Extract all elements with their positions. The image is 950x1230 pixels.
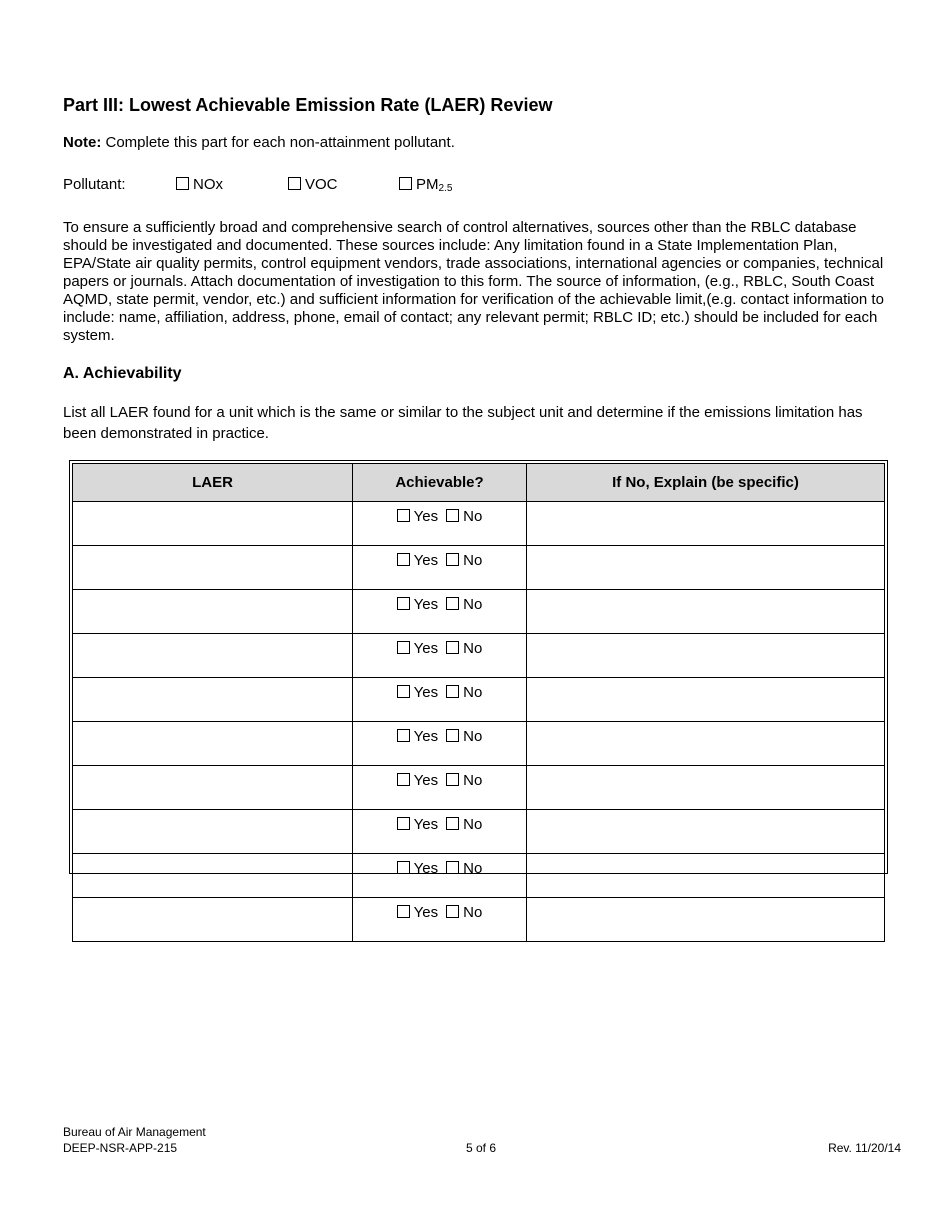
note-label: Note: bbox=[63, 134, 102, 151]
laer-table-frame bbox=[69, 460, 888, 921]
yes-label: Yes bbox=[413, 640, 439, 657]
achievable-cell bbox=[353, 854, 527, 898]
table-row bbox=[73, 722, 885, 766]
footer-org: Bureau of Air Management bbox=[63, 1125, 206, 1139]
footer-left bbox=[63, 1124, 206, 1156]
no-label: No bbox=[463, 596, 483, 613]
nox-checkbox[interactable] bbox=[176, 177, 189, 190]
achievable-cell bbox=[353, 678, 527, 722]
laer-cell[interactable] bbox=[73, 546, 353, 590]
achievable-cell bbox=[353, 722, 527, 766]
no-checkbox[interactable] bbox=[446, 773, 459, 786]
pm25-checkbox[interactable] bbox=[399, 177, 412, 190]
laer-table bbox=[72, 463, 885, 942]
laer-cell[interactable] bbox=[73, 854, 353, 898]
no-checkbox[interactable] bbox=[446, 641, 459, 654]
yes-label: Yes bbox=[413, 684, 439, 701]
yes-checkbox[interactable] bbox=[397, 729, 410, 742]
explain-cell[interactable] bbox=[527, 898, 885, 942]
yes-checkbox[interactable] bbox=[397, 597, 410, 610]
pollutant-option-voc bbox=[288, 176, 338, 193]
yes-label: Yes bbox=[413, 772, 439, 789]
achievable-cell bbox=[353, 590, 527, 634]
no-label: No bbox=[463, 860, 483, 877]
footer-page: 5 of 6 bbox=[466, 1141, 497, 1155]
pollutant-option-pm25 bbox=[399, 176, 452, 194]
table-row bbox=[73, 546, 885, 590]
explain-cell[interactable] bbox=[527, 678, 885, 722]
laer-cell[interactable] bbox=[73, 634, 353, 678]
table-row bbox=[73, 502, 885, 546]
table-row bbox=[73, 634, 885, 678]
laer-cell[interactable] bbox=[73, 810, 353, 854]
note bbox=[63, 134, 455, 151]
laer-cell[interactable] bbox=[73, 590, 353, 634]
pollutant-label: Pollutant: bbox=[63, 176, 126, 193]
no-label: No bbox=[463, 684, 483, 701]
achievable-cell bbox=[353, 502, 527, 546]
explain-cell[interactable] bbox=[527, 810, 885, 854]
explain-cell[interactable] bbox=[527, 502, 885, 546]
explain-cell[interactable] bbox=[527, 854, 885, 898]
table-row bbox=[73, 854, 885, 898]
achievable-cell bbox=[353, 546, 527, 590]
footer-form-id: DEEP-NSR-APP-215 bbox=[63, 1141, 178, 1155]
no-label: No bbox=[463, 508, 483, 525]
yes-checkbox[interactable] bbox=[397, 773, 410, 786]
yes-checkbox[interactable] bbox=[397, 553, 410, 566]
explain-cell[interactable] bbox=[527, 722, 885, 766]
laer-cell[interactable] bbox=[73, 766, 353, 810]
pollutant-row bbox=[63, 176, 483, 196]
yes-checkbox[interactable] bbox=[397, 509, 410, 522]
laer-column-header: LAER bbox=[73, 464, 353, 502]
no-checkbox[interactable] bbox=[446, 861, 459, 874]
no-label: No bbox=[463, 552, 483, 569]
no-checkbox[interactable] bbox=[446, 597, 459, 610]
no-label: No bbox=[463, 728, 483, 745]
nox-label: NOx bbox=[193, 176, 223, 193]
yes-checkbox[interactable] bbox=[397, 861, 410, 874]
yes-label: Yes bbox=[413, 816, 439, 833]
yes-checkbox[interactable] bbox=[397, 641, 410, 654]
table-row bbox=[73, 766, 885, 810]
section-a-heading: A. Achievability bbox=[63, 365, 182, 382]
table-row bbox=[73, 678, 885, 722]
section-a-instructions: List all LAER found for a unit which is the same or similar to the subject unit and determine if the emissions limitation has been demonstrated in practice. bbox=[63, 404, 863, 442]
voc-label: VOC bbox=[305, 176, 338, 193]
achievable-cell bbox=[353, 810, 527, 854]
explain-cell[interactable] bbox=[527, 546, 885, 590]
yes-checkbox[interactable] bbox=[397, 817, 410, 830]
no-checkbox[interactable] bbox=[446, 509, 459, 522]
table-header-row bbox=[73, 464, 885, 502]
no-label: No bbox=[463, 904, 483, 921]
explain-cell[interactable] bbox=[527, 634, 885, 678]
pm25-subscript: 2.5 bbox=[438, 183, 453, 194]
pm25-label: PM bbox=[416, 176, 439, 193]
yes-label: Yes bbox=[413, 552, 439, 569]
explain-cell[interactable] bbox=[527, 590, 885, 634]
explain-column-header: If No, Explain (be specific) bbox=[527, 464, 885, 502]
achievable-cell bbox=[353, 898, 527, 942]
yes-label: Yes bbox=[413, 596, 439, 613]
no-checkbox[interactable] bbox=[446, 553, 459, 566]
explain-cell[interactable] bbox=[527, 766, 885, 810]
laer-cell[interactable] bbox=[73, 898, 353, 942]
no-label: No bbox=[463, 640, 483, 657]
footer-revision: Rev. 11/20/14 bbox=[828, 1141, 901, 1155]
table-row bbox=[73, 810, 885, 854]
no-checkbox[interactable] bbox=[446, 817, 459, 830]
no-checkbox[interactable] bbox=[446, 685, 459, 698]
yes-label: Yes bbox=[413, 508, 439, 525]
yes-label: Yes bbox=[413, 728, 439, 745]
achievable-cell bbox=[353, 634, 527, 678]
voc-checkbox[interactable] bbox=[288, 177, 301, 190]
no-label: No bbox=[463, 772, 483, 789]
laer-cell[interactable] bbox=[73, 502, 353, 546]
no-label: No bbox=[463, 816, 483, 833]
pollutant-option-nox bbox=[176, 176, 223, 193]
page-title: Part III: Lowest Achievable Emission Rate (LAER) Review bbox=[63, 95, 553, 115]
instructions-paragraph: To ensure a sufficiently broad and comprehensive search of control alternatives, sources other than the RBLC database should be investigated and documented. These sources include: Any limitation found in a State Implementation Plan, EPA/State air quality permits, control equipment vendors, trade associations, international agencies or companies, technical papers or journals. Attach documentation of investigation to this form. The source of information, (e.g., RBLC, South Coast AQMD, state permit, vendor, etc.) and sufficient information for verification of the achievable limit,(e.g. contact information to include: name, affiliation, address, phone, email of contact; any relevant permit; RBLC ID; etc.) should be included for each system. bbox=[63, 219, 884, 344]
no-checkbox[interactable] bbox=[446, 729, 459, 742]
note-text: Complete this part for each non-attainment pollutant. bbox=[101, 134, 455, 151]
table-row bbox=[73, 898, 885, 942]
laer-cell[interactable] bbox=[73, 722, 353, 766]
no-checkbox[interactable] bbox=[446, 905, 459, 918]
yes-label: Yes bbox=[413, 904, 439, 921]
yes-checkbox[interactable] bbox=[397, 905, 410, 918]
yes-label: Yes bbox=[413, 860, 439, 877]
table-row bbox=[73, 590, 885, 634]
yes-checkbox[interactable] bbox=[397, 685, 410, 698]
achievable-column-header: Achievable? bbox=[353, 464, 527, 502]
laer-cell[interactable] bbox=[73, 678, 353, 722]
achievable-cell bbox=[353, 766, 527, 810]
